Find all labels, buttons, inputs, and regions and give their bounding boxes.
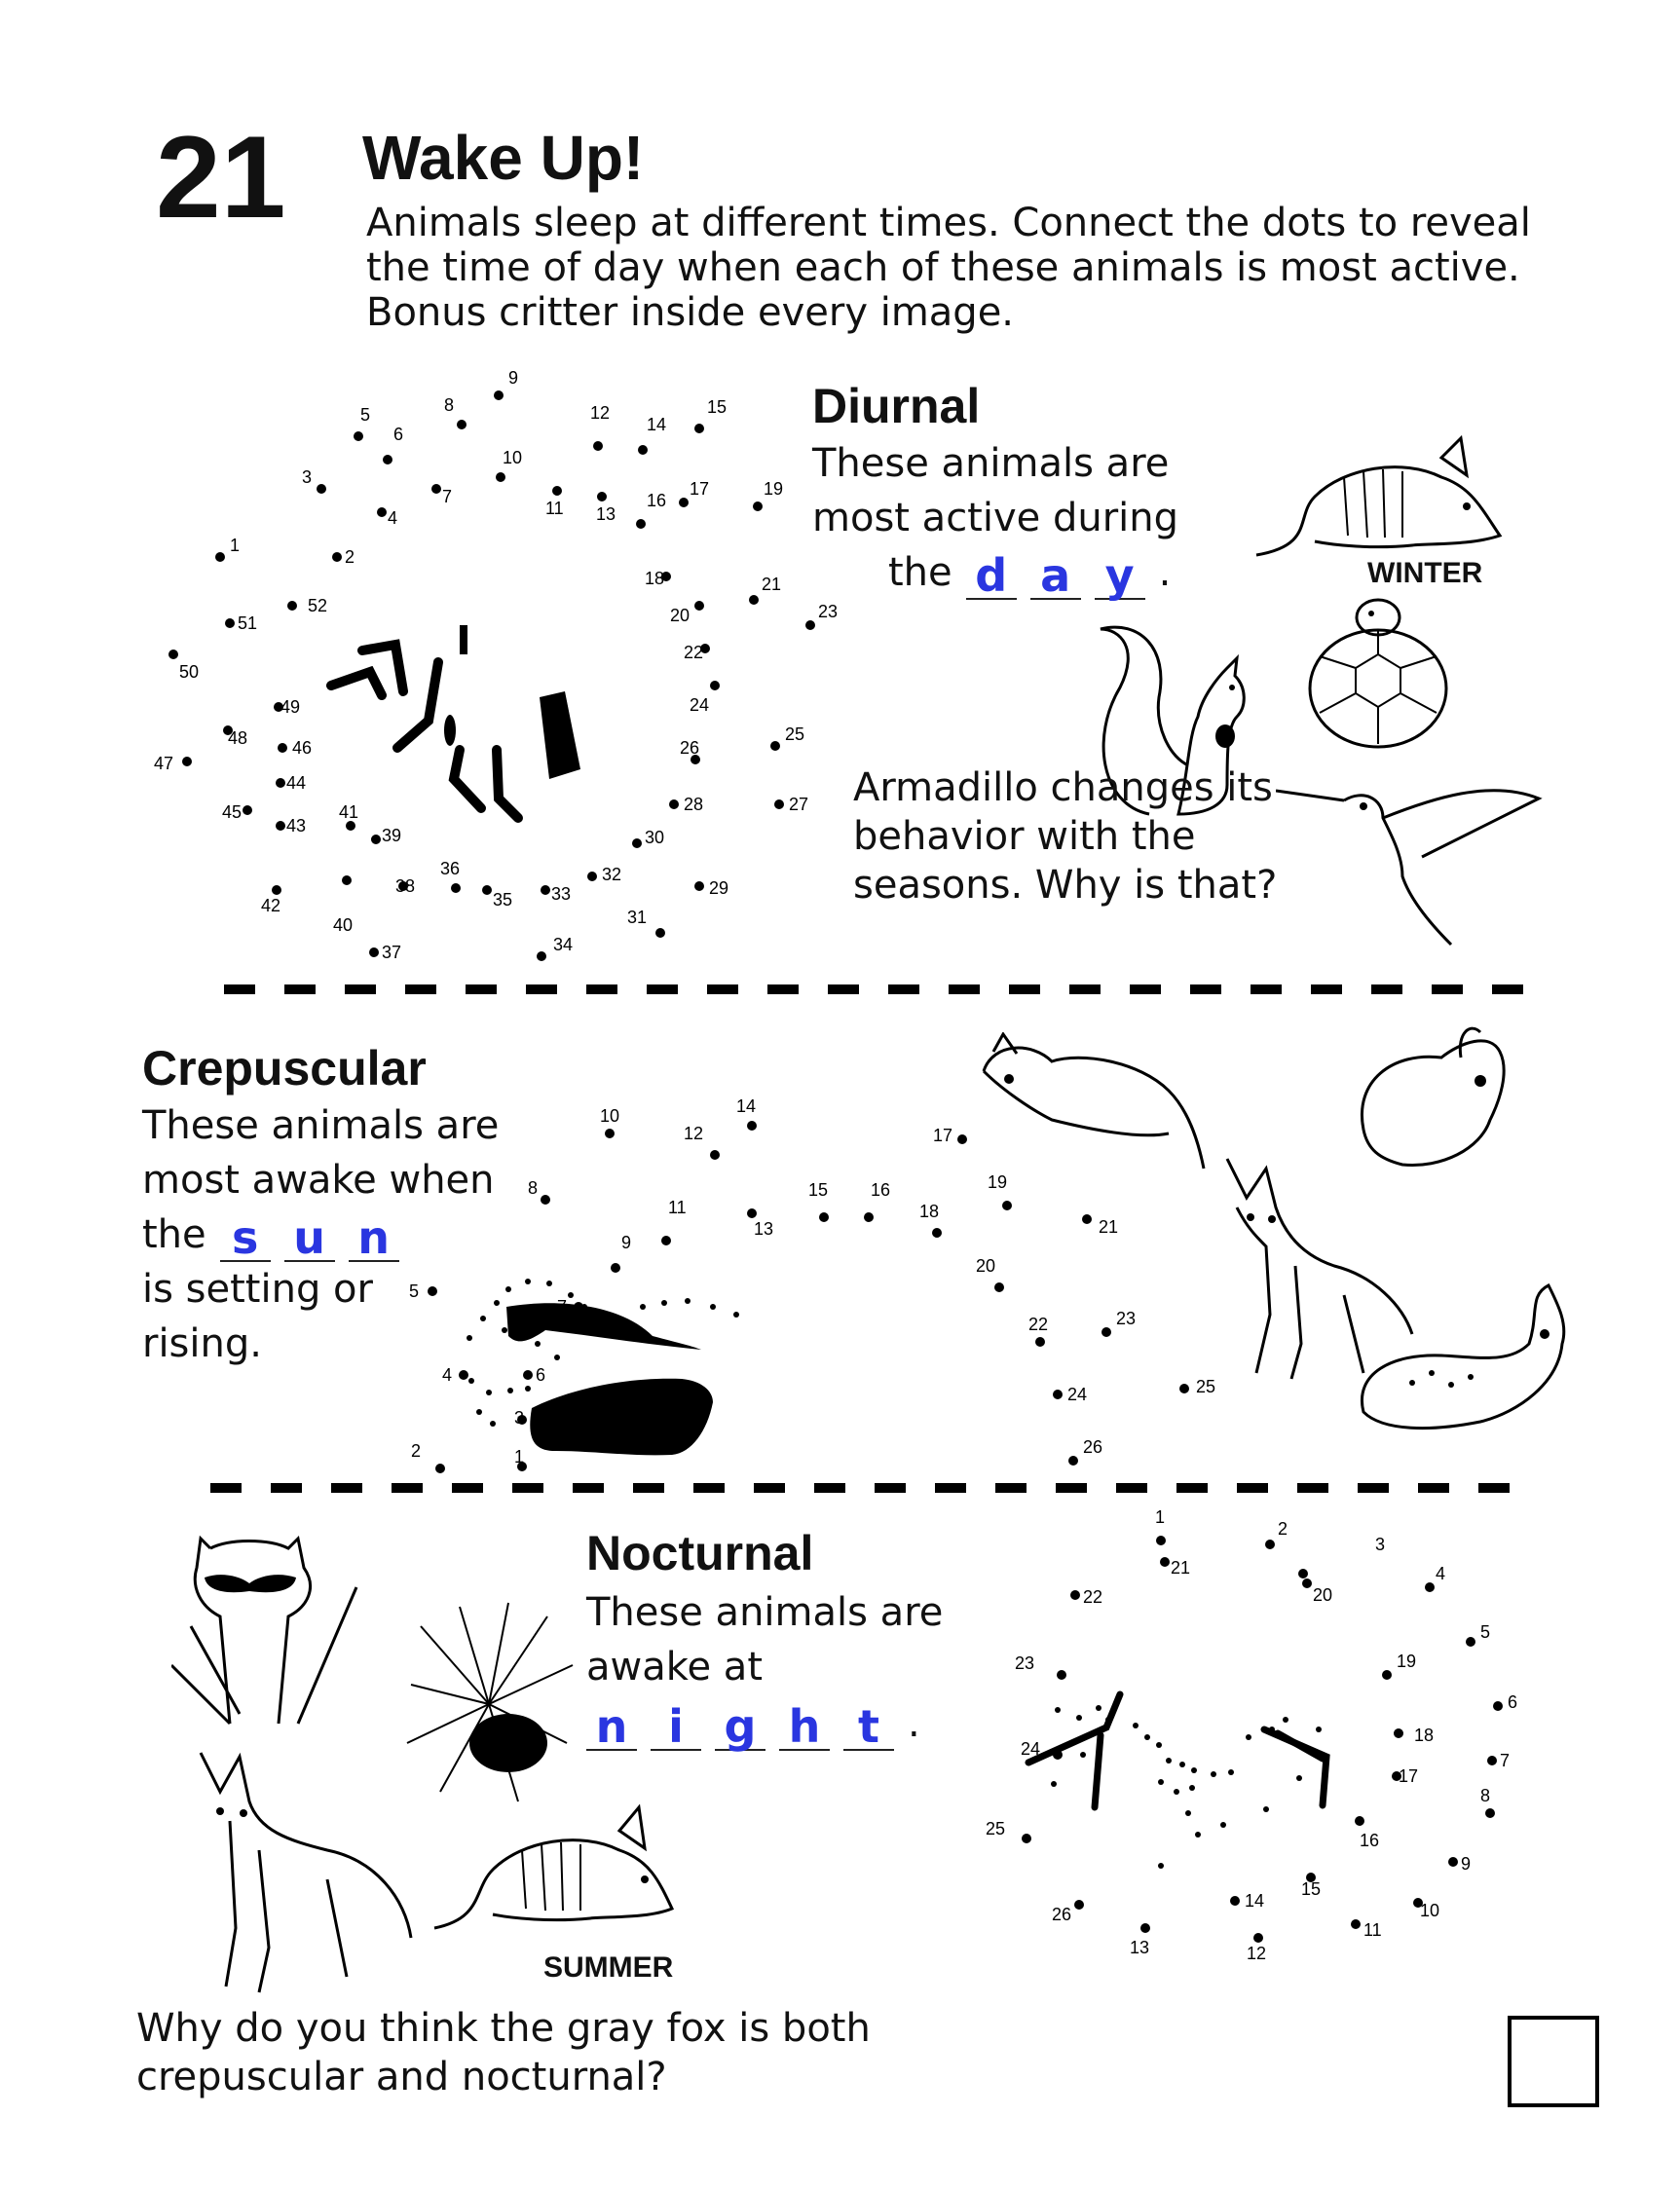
svg-text:44: 44: [286, 773, 307, 793]
svg-text:2: 2: [345, 547, 355, 567]
diurnal-letter-blank[interactable]: y: [1095, 553, 1145, 600]
svg-text:16: 16: [1360, 1831, 1380, 1850]
svg-text:19: 19: [764, 479, 784, 499]
svg-text:15: 15: [808, 1180, 829, 1200]
fawn-illustration: [1354, 1276, 1578, 1441]
svg-text:11: 11: [668, 1198, 687, 1217]
svg-text:5: 5: [360, 405, 371, 425]
nocturnal-letter-blank[interactable]: i: [651, 1704, 701, 1751]
svg-text:26: 26: [680, 738, 700, 758]
svg-text:23: 23: [818, 602, 839, 621]
svg-text:20: 20: [1313, 1585, 1333, 1605]
gray-fox-illustration: [181, 1743, 415, 1996]
svg-text:18: 18: [1414, 1726, 1435, 1745]
svg-text:6: 6: [536, 1365, 546, 1385]
nocturnal-suffix: .: [908, 1701, 920, 1746]
svg-text:17: 17: [933, 1126, 953, 1145]
svg-text:32: 32: [602, 865, 622, 884]
svg-text:12: 12: [684, 1124, 704, 1143]
svg-text:10: 10: [503, 448, 523, 467]
svg-text:49: 49: [280, 697, 301, 717]
svg-text:16: 16: [647, 491, 667, 510]
nocturnal-heading: Nocturnal: [586, 1526, 814, 1580]
svg-text:26: 26: [1052, 1905, 1072, 1924]
turtle-illustration: [1286, 596, 1471, 771]
nocturnal-dot-puzzle[interactable]: [935, 1500, 1558, 2103]
svg-text:48: 48: [228, 728, 248, 748]
winter-label: WINTER: [1367, 557, 1483, 589]
svg-text:12: 12: [590, 403, 611, 423]
svg-text:18: 18: [919, 1202, 940, 1221]
svg-text:9: 9: [1461, 1854, 1472, 1874]
crepuscular-answer-row: [142, 1207, 399, 1262]
svg-text:20: 20: [670, 606, 691, 625]
svg-text:39: 39: [382, 826, 402, 845]
svg-text:25: 25: [785, 724, 805, 744]
svg-text:8: 8: [528, 1178, 539, 1198]
svg-text:47: 47: [154, 754, 174, 773]
nocturnal-letter-blank[interactable]: n: [586, 1704, 637, 1751]
nocturnal-letter-blank[interactable]: t: [843, 1704, 894, 1751]
nocturnal-answer-row: [586, 1696, 920, 1751]
svg-text:1: 1: [514, 1447, 525, 1467]
svg-text:22: 22: [1028, 1315, 1049, 1334]
svg-text:36: 36: [440, 859, 461, 878]
svg-text:4: 4: [442, 1365, 453, 1385]
diurnal-line1: These animals are: [812, 441, 1170, 486]
svg-text:23: 23: [1116, 1309, 1137, 1328]
svg-text:5: 5: [409, 1281, 420, 1301]
svg-text:22: 22: [1083, 1587, 1103, 1607]
answer-checkbox[interactable]: [1508, 2016, 1599, 2107]
svg-text:40: 40: [333, 915, 354, 935]
svg-text:21: 21: [1099, 1217, 1119, 1237]
crepuscular-line5: rising.: [142, 1321, 262, 1366]
svg-text:46: 46: [292, 738, 313, 758]
svg-text:30: 30: [645, 828, 665, 847]
svg-text:38: 38: [395, 876, 416, 896]
diurnal-line2: most active during: [812, 496, 1179, 540]
svg-text:9: 9: [508, 368, 519, 388]
armadillo-winter-illustration: [1237, 428, 1510, 575]
nocturnal-question: Why do you think the gray fox is both crepuscular and nocturnal?: [136, 2006, 871, 2099]
svg-text:6: 6: [393, 425, 404, 444]
svg-text:43: 43: [286, 816, 307, 836]
svg-text:13: 13: [754, 1219, 774, 1239]
svg-text:3: 3: [302, 467, 313, 487]
svg-text:24: 24: [1021, 1739, 1041, 1759]
svg-text:24: 24: [1067, 1385, 1088, 1404]
svg-text:19: 19: [988, 1172, 1008, 1192]
diurnal-suffix: .: [1158, 550, 1172, 595]
svg-text:50: 50: [179, 662, 200, 682]
svg-text:15: 15: [1301, 1879, 1322, 1899]
crepuscular-letter-blank[interactable]: s: [220, 1215, 271, 1262]
crepuscular-heading: Crepuscular: [142, 1041, 427, 1096]
diurnal-dot-puzzle[interactable]: [146, 360, 886, 984]
diurnal-letter-blank[interactable]: a: [1030, 553, 1081, 600]
svg-text:1: 1: [230, 536, 241, 555]
svg-text:2: 2: [1278, 1519, 1288, 1539]
crepuscular-prefix: the: [142, 1212, 206, 1257]
svg-text:10: 10: [600, 1106, 620, 1126]
svg-text:11: 11: [1363, 1920, 1382, 1940]
crepuscular-line1: These animals are: [142, 1103, 500, 1148]
crepuscular-letter-blank[interactable]: u: [284, 1215, 335, 1262]
svg-text:18: 18: [645, 569, 665, 588]
armadillo-summer-illustration: [415, 1801, 678, 1948]
svg-text:13: 13: [596, 504, 616, 524]
svg-text:22: 22: [684, 643, 704, 662]
page-title: Wake Up!: [362, 123, 645, 193]
porcupine-illustration: [401, 1597, 577, 1811]
raccoon-illustration: [171, 1529, 366, 1743]
svg-text:9: 9: [621, 1233, 632, 1252]
svg-text:28: 28: [684, 795, 704, 814]
svg-text:13: 13: [1130, 1938, 1150, 1957]
diurnal-letter-blank[interactable]: d: [966, 553, 1017, 600]
opossum-illustration: [974, 1032, 1208, 1178]
svg-text:2: 2: [411, 1441, 422, 1461]
svg-text:21: 21: [762, 575, 782, 594]
svg-text:4: 4: [388, 508, 398, 528]
svg-text:25: 25: [986, 1819, 1006, 1838]
svg-text:51: 51: [238, 613, 258, 633]
svg-text:16: 16: [871, 1180, 891, 1200]
crepuscular-line4: is setting or: [142, 1267, 373, 1312]
diurnal-question: Armadillo changes its behavior with the seasons. Why is that?: [853, 765, 1278, 908]
svg-text:26: 26: [1083, 1437, 1103, 1457]
svg-text:41: 41: [339, 802, 359, 822]
crepuscular-line2: most awake when: [142, 1158, 495, 1203]
svg-text:37: 37: [382, 943, 402, 962]
svg-text:29: 29: [709, 878, 729, 898]
nocturnal-line2: awake at: [586, 1645, 763, 1690]
svg-text:35: 35: [493, 890, 513, 910]
svg-text:1: 1: [1155, 1507, 1166, 1527]
svg-text:14: 14: [736, 1096, 757, 1116]
svg-text:15: 15: [707, 397, 728, 417]
svg-text:21: 21: [1171, 1558, 1191, 1578]
nocturnal-letter-blank[interactable]: g: [715, 1704, 765, 1751]
svg-text:23: 23: [1015, 1653, 1035, 1673]
svg-text:25: 25: [1196, 1377, 1216, 1396]
svg-text:6: 6: [1508, 1692, 1518, 1712]
svg-text:31: 31: [627, 908, 648, 927]
svg-text:52: 52: [308, 596, 328, 615]
svg-text:7: 7: [442, 487, 453, 506]
svg-text:3: 3: [514, 1408, 525, 1428]
svg-text:14: 14: [1245, 1891, 1265, 1911]
svg-text:7: 7: [1500, 1751, 1511, 1770]
diurnal-answer-row: [888, 545, 1171, 600]
svg-text:11: 11: [545, 499, 564, 518]
svg-text:8: 8: [444, 395, 455, 415]
diurnal-prefix: the: [888, 550, 952, 595]
svg-text:24: 24: [690, 695, 710, 715]
svg-text:4: 4: [1436, 1564, 1446, 1583]
intro-text: Animals sleep at different times. Connect the dots to reveal the time of day when each of these animals is most active. Bonus critter inside every image.: [366, 201, 1531, 335]
svg-text:33: 33: [551, 884, 572, 904]
svg-text:27: 27: [789, 795, 809, 814]
nocturnal-line1: These animals are: [586, 1590, 944, 1635]
svg-text:45: 45: [222, 802, 243, 822]
svg-text:10: 10: [1420, 1901, 1440, 1920]
summer-label: SUMMER: [543, 1951, 674, 1984]
crepuscular-letter-blank[interactable]: n: [349, 1215, 399, 1262]
svg-text:34: 34: [553, 935, 574, 954]
svg-text:12: 12: [1247, 1944, 1267, 1963]
svg-text:19: 19: [1397, 1652, 1417, 1671]
diurnal-heading: Diurnal: [812, 379, 981, 433]
svg-text:3: 3: [1375, 1535, 1386, 1554]
nocturnal-letter-blank[interactable]: h: [779, 1704, 830, 1751]
svg-text:5: 5: [1480, 1622, 1491, 1642]
svg-text:20: 20: [976, 1256, 996, 1276]
page-number: 21: [156, 112, 286, 242]
svg-text:42: 42: [261, 896, 281, 915]
svg-text:8: 8: [1480, 1786, 1491, 1805]
svg-text:17: 17: [690, 479, 710, 499]
svg-text:17: 17: [1399, 1766, 1419, 1786]
svg-text:14: 14: [647, 415, 667, 434]
